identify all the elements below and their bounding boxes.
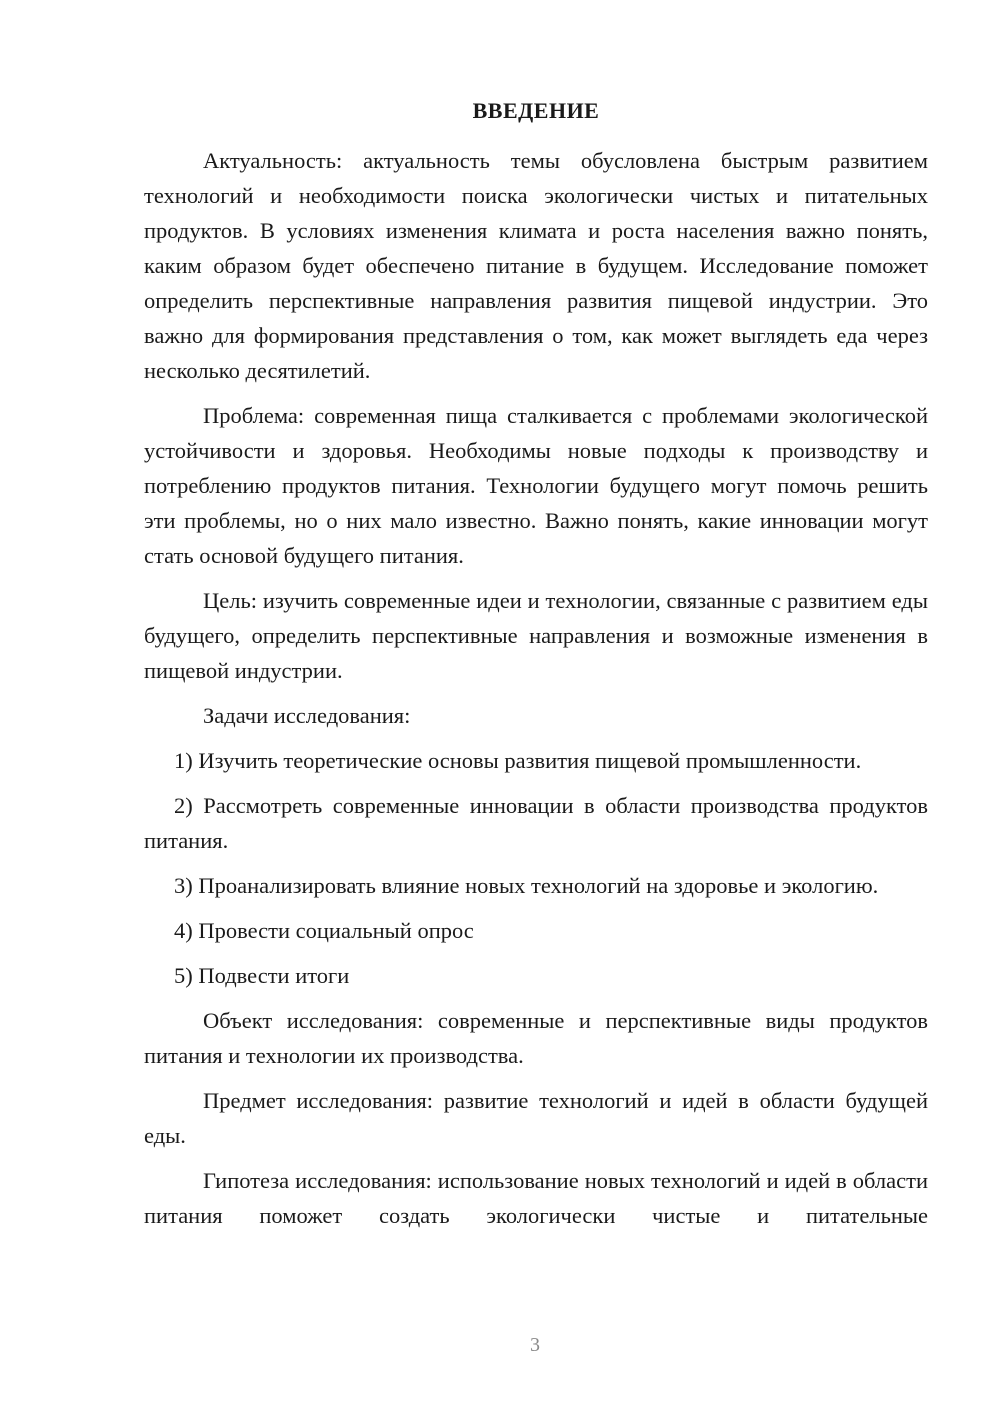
task-item-3: 3) Проанализировать влияние новых технологий на здоровье и экологию. — [174, 873, 879, 898]
page-number: 3 — [530, 1334, 540, 1356]
paragraph-subject: Предмет исследования: развитие технологий и идей в области будущей еды. — [144, 1088, 928, 1148]
paragraph-hypothesis: Гипотеза исследования: использование новых технологий и идей в области питания поможет создать экологически чистые и питательные — [144, 1168, 928, 1228]
task-item-5: 5) Подвести итоги — [174, 963, 350, 988]
body-text — [144, 143, 928, 1233]
paragraph-object: Объект исследования: современные и перспективные виды продуктов питания и технологии их производства. — [144, 1008, 928, 1068]
section-title: ВВЕДЕНИЕ — [472, 98, 600, 123]
task-item-2: 2) Рассмотреть современные инновации в области производства продуктов питания. — [144, 793, 928, 853]
tasks-heading: Задачи исследования: — [203, 703, 411, 728]
paragraph-problem: Проблема: современная пища сталкивается с проблемами экологической устойчивости и здоровья. Необходимы новые подходы к производству и потреблению продуктов питания. Технологии будущего могут помочь решить эти проблемы, но о них мало известно. Важно понять, какие инновации могут стать основой будущего питания. — [144, 403, 928, 568]
paragraph-relevance: Актуальность: актуальность темы обусловлена быстрым развитием технологий и необходимости поиска экологически чистых и питательных продуктов. В условиях изменения климата и роста населения важно понять, каким образом будет обеспечено питание в будущем. Исследование поможет определить перспективные направления развития пищевой индустрии. Это важно для формирования представления о том, как может выглядеть еда через несколько десятилетий. — [144, 148, 928, 383]
paragraph-goal: Цель: изучить современные идеи и технологии, связанные с развитием еды будущего, определить перспективные направления и возможные изменения в пищевой индустрии. — [144, 588, 928, 683]
task-item-4: 4) Провести социальный опрос — [174, 918, 474, 943]
task-item-1: 1) Изучить теоретические основы развития пищевой промышленности. — [174, 748, 862, 773]
